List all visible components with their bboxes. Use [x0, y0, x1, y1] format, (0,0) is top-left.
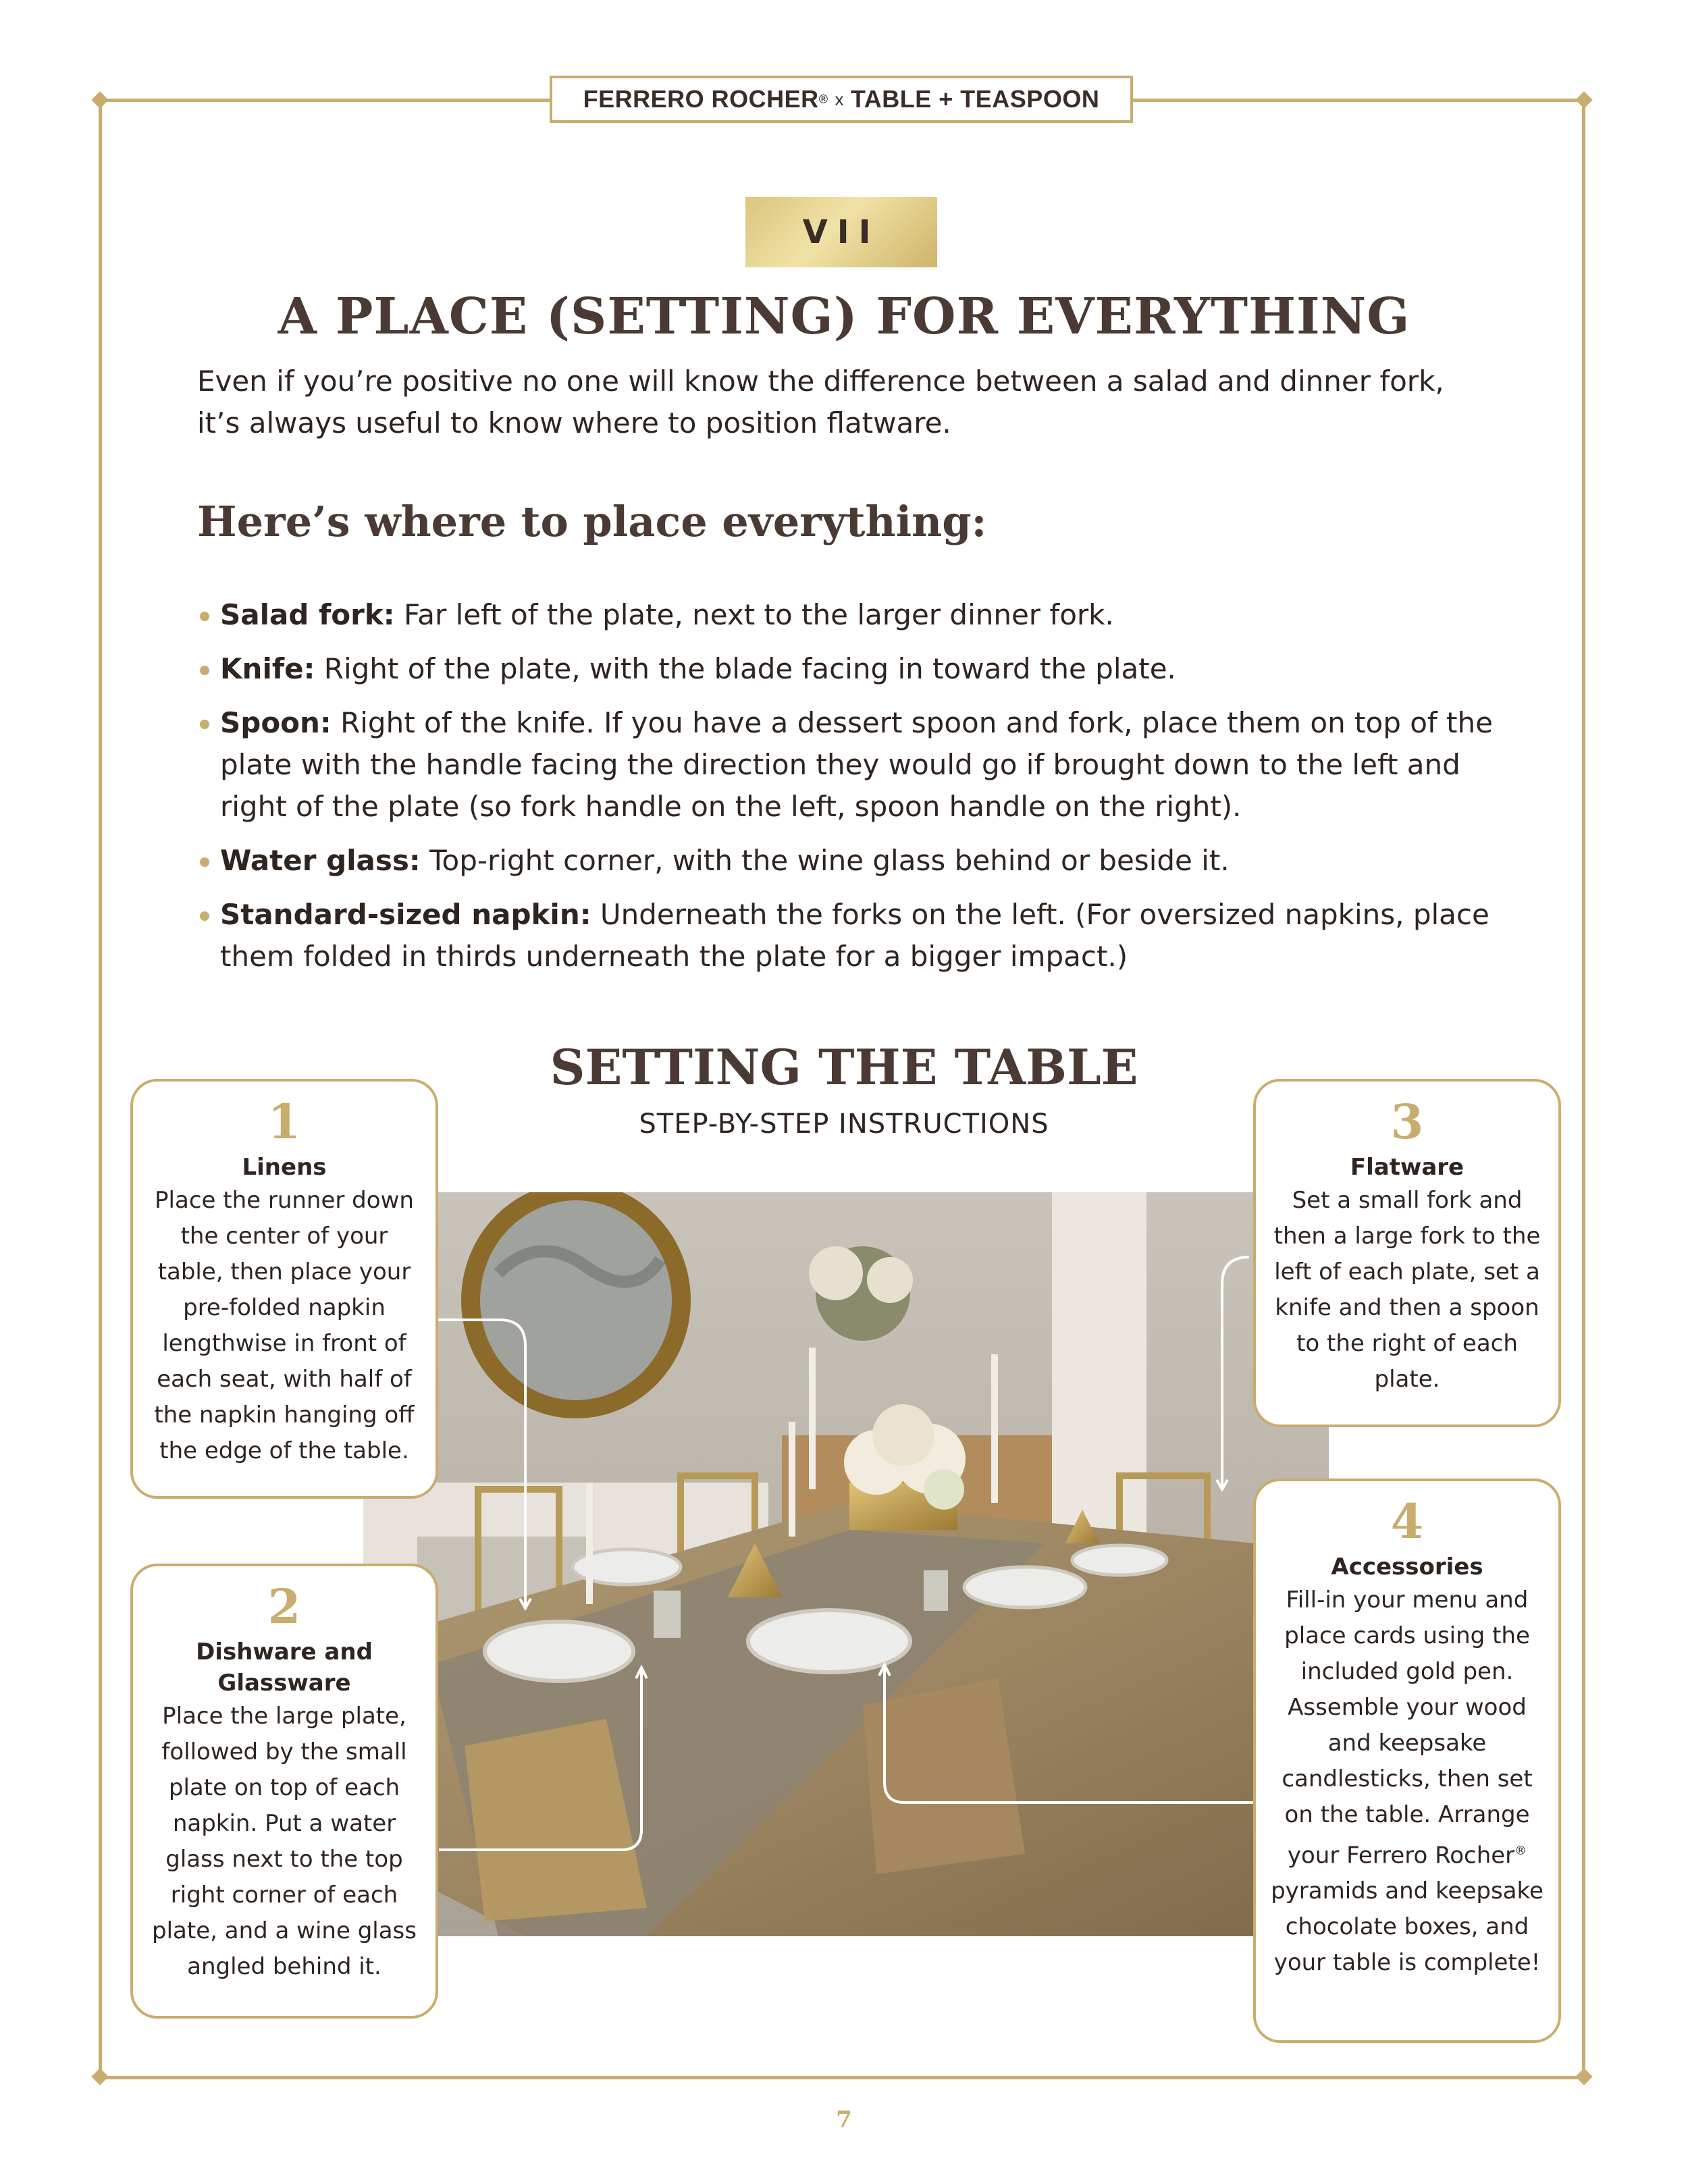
step-body-part: Fill-in your menu and place cards using the included gold pen. Assemble your wood and keepsake candlesticks, then set on the table. Arrange your Ferrero Rocher: [1282, 1587, 1533, 1869]
list-item-text: Right of the plate, with the blade facing in toward the plate.: [315, 652, 1176, 685]
step-body: [1269, 1582, 1545, 1981]
brand-header: [550, 76, 1133, 123]
setting-title: SETTING THE TABLE: [550, 1038, 1138, 1096]
intro-paragraph: Even if you’re positive no one will know the difference between a salad and dinner fork, it’s always useful to know where to position flatware.: [197, 365, 1444, 440]
list-item: [197, 840, 1521, 882]
step-body-part: pyramids and keepsake chocolate boxes, and your table is complete!: [1271, 1877, 1544, 1977]
table-photo-illustration: [363, 1192, 1329, 1936]
list-item-text: Top-right corner, with the wine glass behind or beside it.: [420, 844, 1230, 877]
setting-subtitle: STEP-BY-STEP INSTRUCTIONS: [639, 1109, 1049, 1140]
table-setting-photo: [363, 1192, 1329, 1936]
placement-subheading: Here’s where to place everything:: [197, 497, 987, 546]
step-number: 3: [1390, 1094, 1424, 1150]
section-number-badge: VII: [745, 197, 937, 267]
step-card-linens: [130, 1079, 438, 1499]
step-title: Flatware: [1350, 1154, 1465, 1181]
list-item-label: Spoon:: [220, 706, 332, 739]
placement-list: [197, 594, 1521, 990]
brand-collab-x: x: [835, 88, 844, 109]
list-item: [197, 702, 1521, 828]
page-title: A PLACE (SETTING) FOR EVERYTHING: [278, 288, 1410, 346]
page-number: 7: [836, 2106, 852, 2133]
step-body: Place the large plate, followed by the small plate on top of each napkin. Put a water glass next to the top right corner of each plate, and a wine glass angled behind it.: [152, 1703, 417, 1980]
list-item-text: Far left of the plate, next to the larger dinner fork.: [394, 598, 1114, 631]
step-body: Set a small fork and then a large fork to the left of each plate, set a knife and then a spoon to the right of each plate.: [1273, 1187, 1541, 1393]
list-item-label: Salad fork:: [220, 598, 395, 631]
step-card-flatware: [1253, 1079, 1561, 1427]
brand-registered-mark: ®: [818, 92, 828, 106]
step-title: Linens: [242, 1154, 327, 1181]
list-item-text: Right of the knife. If you have a dessert spoon and fork, place them on top of the plate with the handle facing the direction they would go if brought down to the left and right of the plate (so fork handle on the left, spoon handle on the right).: [220, 706, 1493, 823]
list-item: [197, 648, 1521, 690]
list-item-label: Knife:: [220, 652, 315, 685]
registered-mark: ®: [1514, 1844, 1527, 1858]
brand-ferrero: FERRERO ROCHER: [583, 85, 819, 113]
list-item: [197, 594, 1521, 636]
step-card-accessories: [1253, 1479, 1561, 2043]
step-body: Place the runner down the center of your table, then place your pre-folded napkin lengthwise in front of each seat, with half of the napkin hanging off the edge of the table.: [154, 1187, 415, 1464]
list-item: [197, 894, 1521, 978]
list-item-text: Underneath the forks on the left. (For oversized napkins, place them folded in thirds underneath the plate for a bigger impact.): [220, 898, 1489, 973]
step-number: 2: [267, 1578, 301, 1634]
step-title: Accessories: [1331, 1553, 1483, 1580]
step-number: 4: [1390, 1493, 1424, 1549]
list-item-label: Water glass:: [220, 844, 421, 877]
step-number: 1: [267, 1094, 301, 1150]
brand-table-teaspoon: TABLE + TEASPOON: [850, 85, 1100, 113]
list-item-label: Standard-sized napkin:: [220, 898, 591, 931]
step-title: Dishware and Glassware: [196, 1639, 373, 1697]
step-card-dishware: [130, 1564, 438, 2019]
